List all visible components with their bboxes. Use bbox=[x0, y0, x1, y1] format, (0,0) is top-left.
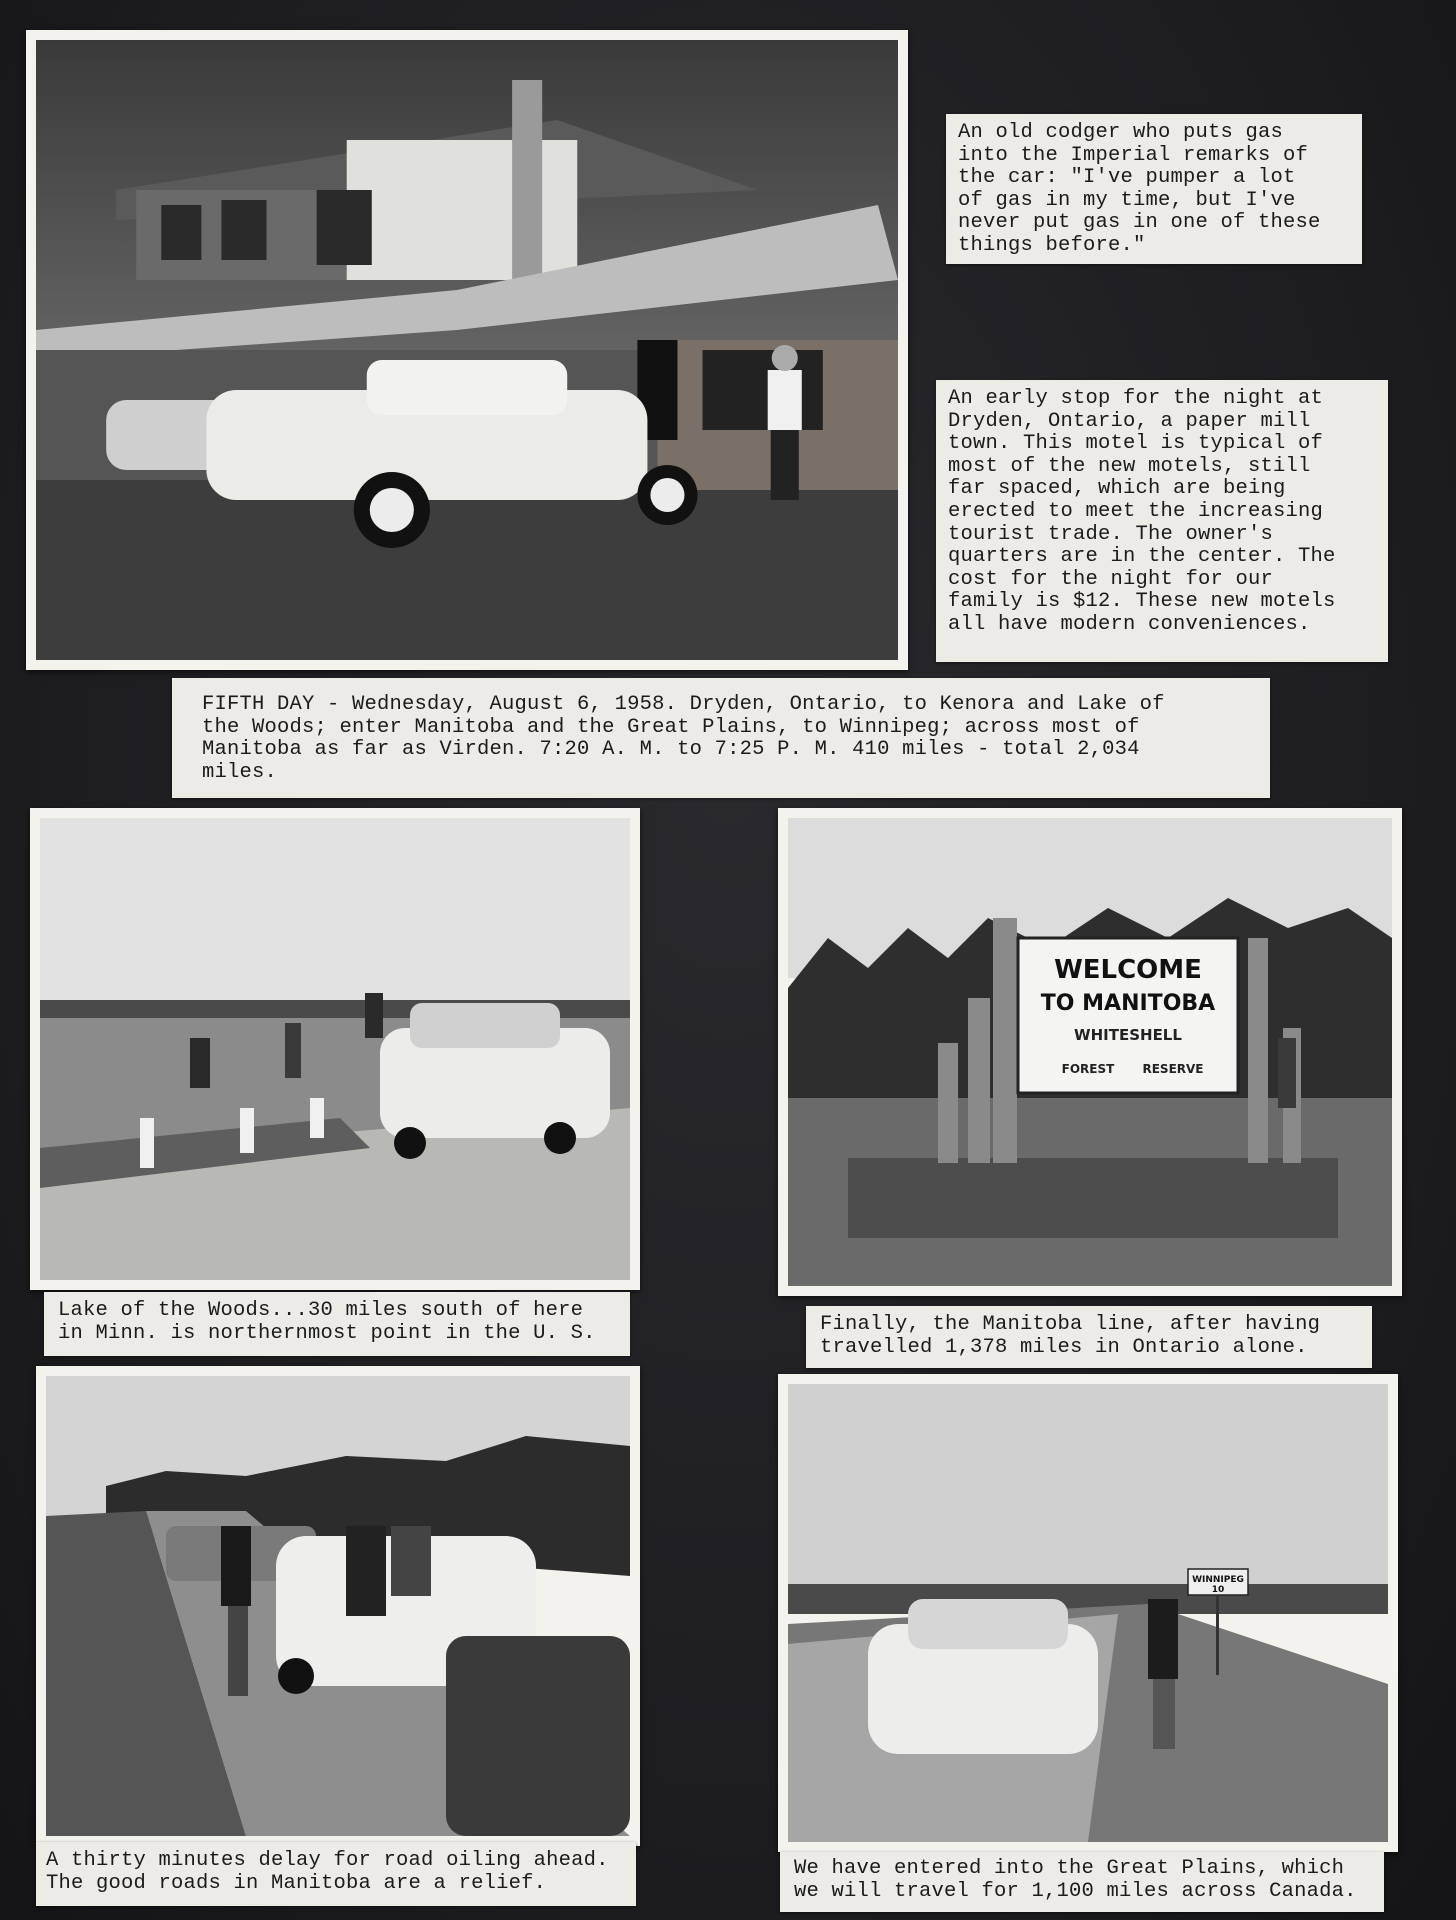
road-oiling-caption: A thirty minutes delay for road oiling ahead. The good roads in Manitoba are a relief. bbox=[36, 1842, 636, 1906]
manitoba-sign-photo bbox=[778, 808, 1402, 1296]
sign-forest-text: FOREST bbox=[1061, 1062, 1115, 1076]
lake-caption: Lake of the Woods...30 miles south of here in Minn. is northernmost point in the U. S. bbox=[44, 1292, 630, 1356]
road-oiling-image bbox=[46, 1376, 630, 1836]
fifth-day-caption: FIFTH DAY - Wednesday, August 6, 1958. Dryden, Ontario, to Kenora and Lake of the Woods; enter Manitoba and the Great Plains, to Winnipeg; across most of Manitoba as far as Virden. 7:20 A. M. to 7:25 P. M. 410 miles - total 2,034 miles. bbox=[172, 678, 1270, 798]
winnipeg-distance-text: 10 bbox=[1211, 1585, 1225, 1595]
plains-photo bbox=[778, 1374, 1398, 1852]
codger-caption: An old codger who puts gas into the Imperial remarks of the car: "I've pumper a lot of gas in my time, but I've never put gas in one of these things before." bbox=[946, 114, 1362, 264]
plains-image bbox=[788, 1384, 1388, 1842]
winnipeg-sign-text: WINNIPEG bbox=[1192, 1575, 1244, 1585]
sign-to-manitoba-text: TO MANITOBA bbox=[1040, 991, 1216, 1016]
sign-whiteshell-text: WHITESHELL bbox=[1074, 1026, 1182, 1044]
dryden-caption: An early stop for the night at Dryden, Ontario, a paper mill town. This motel is typical of most of the new motels, still far spaced, which are being erected to meet the increasing tourist trade. The owner's quarters are in the center. The cost for the night for our family is $12. These new motels all have modern conveniences. bbox=[936, 380, 1388, 662]
sign-reserve-text: RESERVE bbox=[1142, 1062, 1204, 1076]
lake-photo bbox=[30, 808, 640, 1290]
lake-image bbox=[40, 818, 630, 1280]
sign-welcome-text: WELCOME bbox=[1054, 955, 1202, 985]
great-plains-caption: We have entered into the Great Plains, which we will travel for 1,100 miles across Canada. bbox=[780, 1852, 1384, 1912]
motel-photo bbox=[26, 30, 908, 670]
motel-image bbox=[36, 40, 898, 660]
road-oiling-photo bbox=[36, 1366, 640, 1846]
manitoba-line-caption: Finally, the Manitoba line, after having travelled 1,378 miles in Ontario alone. bbox=[806, 1306, 1372, 1368]
manitoba-sign-image bbox=[788, 818, 1392, 1286]
